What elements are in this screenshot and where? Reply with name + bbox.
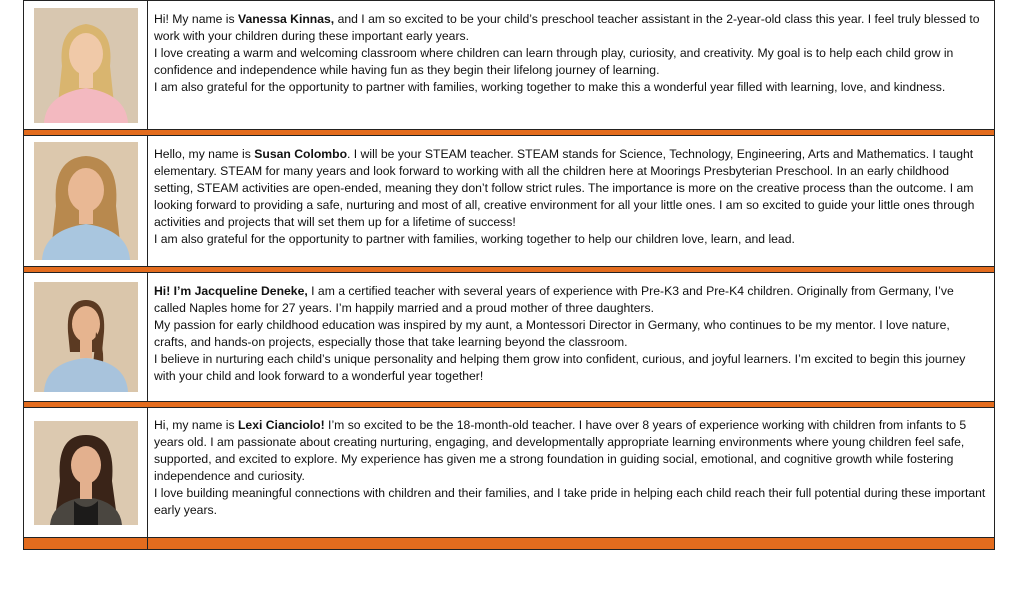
bio-intro: Hi! My name is Vanessa Kinnas, and I am so excited to be your child’s preschool teacher assistant in the 2-year-old class this year. I feel truly blessed to work with your children during these important early years. bbox=[154, 12, 980, 44]
row-divider bbox=[23, 129, 995, 136]
teacher-photo bbox=[34, 8, 138, 123]
teacher-bio-table bbox=[23, 0, 995, 550]
teacher-bio bbox=[148, 408, 994, 537]
bio-paragraph: I am also grateful for the opportunity to partner with families, working together to make this a wonderful year filled with learning, love, and kindness. bbox=[154, 80, 946, 95]
bio-paragraph: I love creating a warm and welcoming classroom where children can learn through play, curiosity, and creativity. My goal is to help each child grow in confidence and independence while having fun as they begin their lifelong journey of learning. bbox=[154, 46, 954, 78]
bio-paragraph: I love building meaningful connections with children and their families, and I take pride in helping each child reach their full potential during these important early years. bbox=[154, 486, 986, 518]
bio-paragraph: My passion for early childhood education was inspired by my aunt, a Montessori Director in Germany, who continues to be my mentor. I love nature, crafts, and hands-on projects, especially those that take learning beyond the classroom. bbox=[154, 318, 950, 350]
bio-intro: Hi, my name is Lexi Cianciolo! I’m so excited to be the 18-month-old teacher. I have over 8 years of experience working with children from infants to 5 years old. I am passionate about creating nurturing, engaging, and developmentally appropriate learning environments where young children feel safe, supported, and excited to explore. My experience has given me a strong foundation in guiding social, emotional, and cognitive growth while fostering independence and curiosity. bbox=[154, 418, 967, 484]
photo-cell bbox=[24, 273, 148, 401]
bio-paragraph: I believe in nurturing each child’s unique personality and helping them grow into confident, curious, and joyful learners. I’m excited to begin this journey with your child and look forward to a wonderful year together! bbox=[154, 352, 966, 384]
photo-cell bbox=[24, 408, 148, 537]
teacher-bio bbox=[148, 136, 994, 266]
teacher-bio bbox=[148, 1, 994, 129]
teacher-row bbox=[23, 408, 995, 537]
teacher-name: Lexi Cianciolo! bbox=[237, 418, 325, 432]
teacher-name: Hi! I’m Jacqueline Deneke, bbox=[154, 284, 308, 298]
row-divider bbox=[23, 401, 995, 408]
teacher-row bbox=[23, 273, 995, 401]
footer-bar-left bbox=[24, 538, 148, 549]
table-footer-bar bbox=[23, 537, 995, 550]
bio-intro: Hello, my name is Susan Colombo. I will be your STEAM teacher. STEAM stands for Science, Technology, Engineering, Arts and Mathematics. I taught elementary. STEAM for many years and look forward to working with all the children here at Moorings Presbyterian Preschool. In an early childhood setting, STEAM activities are open-ended, meaning they don’t follow strict rules. The importance is more on the creative process than the outcome. I am looking forward to providing a safe, nurturing and most of all, creative environment for all your little ones. I am so excited to guide your little ones through activities and projects that will set them up for a lifetime of success! bbox=[154, 147, 975, 230]
row-divider bbox=[23, 266, 995, 273]
teacher-photo bbox=[34, 142, 138, 260]
teacher-photo bbox=[34, 282, 138, 392]
bio-intro: Hi! I’m Jacqueline Deneke, I am a certified teacher with several years of experience with Pre-K3 and Pre-K4 children. Originally from Germany, I’ve called Naples home for 27 years. I’m happily married and a proud mother of three daughters. bbox=[154, 284, 954, 316]
teacher-bio bbox=[148, 273, 994, 401]
teacher-name: Vanessa Kinnas, bbox=[237, 12, 335, 26]
teacher-photo bbox=[34, 421, 138, 525]
photo-cell bbox=[24, 136, 148, 266]
bio-paragraph: I am also grateful for the opportunity to partner with families, working together to help our children love, learn, and lead. bbox=[154, 232, 795, 247]
photo-cell bbox=[24, 1, 148, 129]
teacher-row bbox=[23, 136, 995, 266]
teacher-row bbox=[23, 0, 995, 129]
teacher-name: Susan Colombo bbox=[254, 147, 348, 161]
